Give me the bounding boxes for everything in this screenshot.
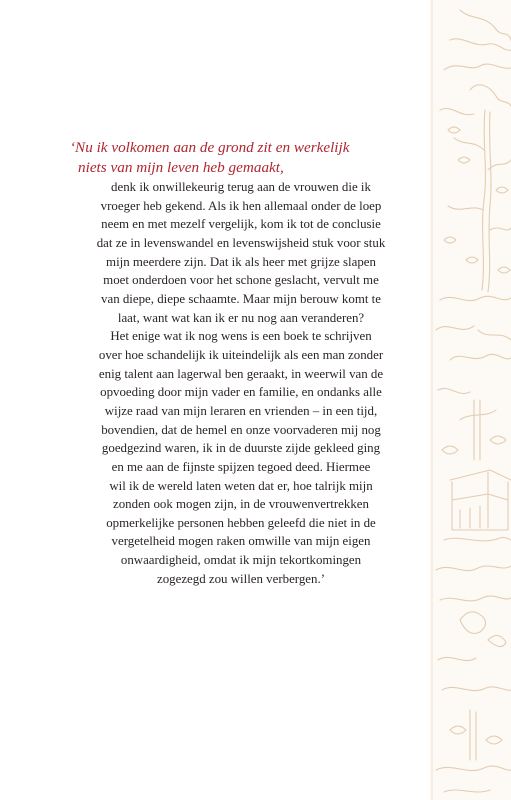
decorative-etching-icon: [430, 0, 511, 800]
body-line: enig talent aan lagerwal ben geraakt, in weerwil van de: [98, 366, 384, 381]
body-line: mijn meerdere zijn. Dat ik als heer met grijze slapen: [106, 254, 376, 269]
body-line: onwaardigheid, omdat ik mijn tekortkomingen: [120, 553, 362, 568]
body-line: over hoe schandelijk ik uiteindelijk als een man zonder: [98, 347, 384, 362]
body-line: denk ik onwillekeurig terug aan de vrouwen die ik: [111, 180, 371, 194]
body-line: dat ze in levenswandel en levenswijsheid stuk voor stuk: [96, 235, 386, 250]
text-block: [70, 138, 412, 588]
body-line: zogezegd zou willen verbergen.’: [157, 571, 325, 586]
body-line: wil ik de wereld laten weten dat er, hoe talrijk mijn: [109, 478, 373, 493]
body-line: en me aan de fijnste spijzen tegoed deed. Hiermee: [111, 459, 371, 474]
pull-quote-line: ‘Nu ik volkomen aan de grond zit en werkelijk: [70, 139, 350, 156]
body-line: moet onderdoen voor het schone geslacht, vervult me: [103, 273, 379, 288]
pull-quote-line: niets van mijn leven heb gemaakt,: [78, 158, 284, 176]
body-line: neem en met mezelf vergelijk, kom ik tot de conclusie: [101, 217, 381, 232]
body-line: laat, want wat kan ik er nu nog aan veranderen?: [117, 310, 365, 325]
body-line: opvoeding door mijn vader en familie, en ondanks alle: [100, 385, 382, 400]
body-line: wijze raad van mijn leraren en vrienden – in een tijd,: [104, 403, 378, 418]
body-paragraph: [70, 178, 412, 588]
body-line: zonden ook mogen zijn, in de vrouwenvertrekken: [113, 497, 369, 512]
pull-quote: [70, 138, 412, 177]
body-line: opmerkelijke personen hebben geleefd die niet in de: [106, 515, 376, 530]
body-line: Het enige wat ik nog wens is een boek te schrijven: [110, 329, 372, 344]
body-line: bovendien, dat de hemel en onze voorvaderen mij nog: [101, 422, 381, 437]
body-line: vroeger heb gekend. Als ik hen allemaal onder de loep: [100, 198, 382, 213]
body-line: goedgezind waren, ik in de duurste zijde gekleed ging: [101, 441, 381, 456]
body-line: vergetelheid mogen raken omwille van mijn eigen: [111, 534, 371, 549]
body-line: van diepe, diepe schaamte. Maar mijn berouw komt te: [101, 291, 381, 306]
